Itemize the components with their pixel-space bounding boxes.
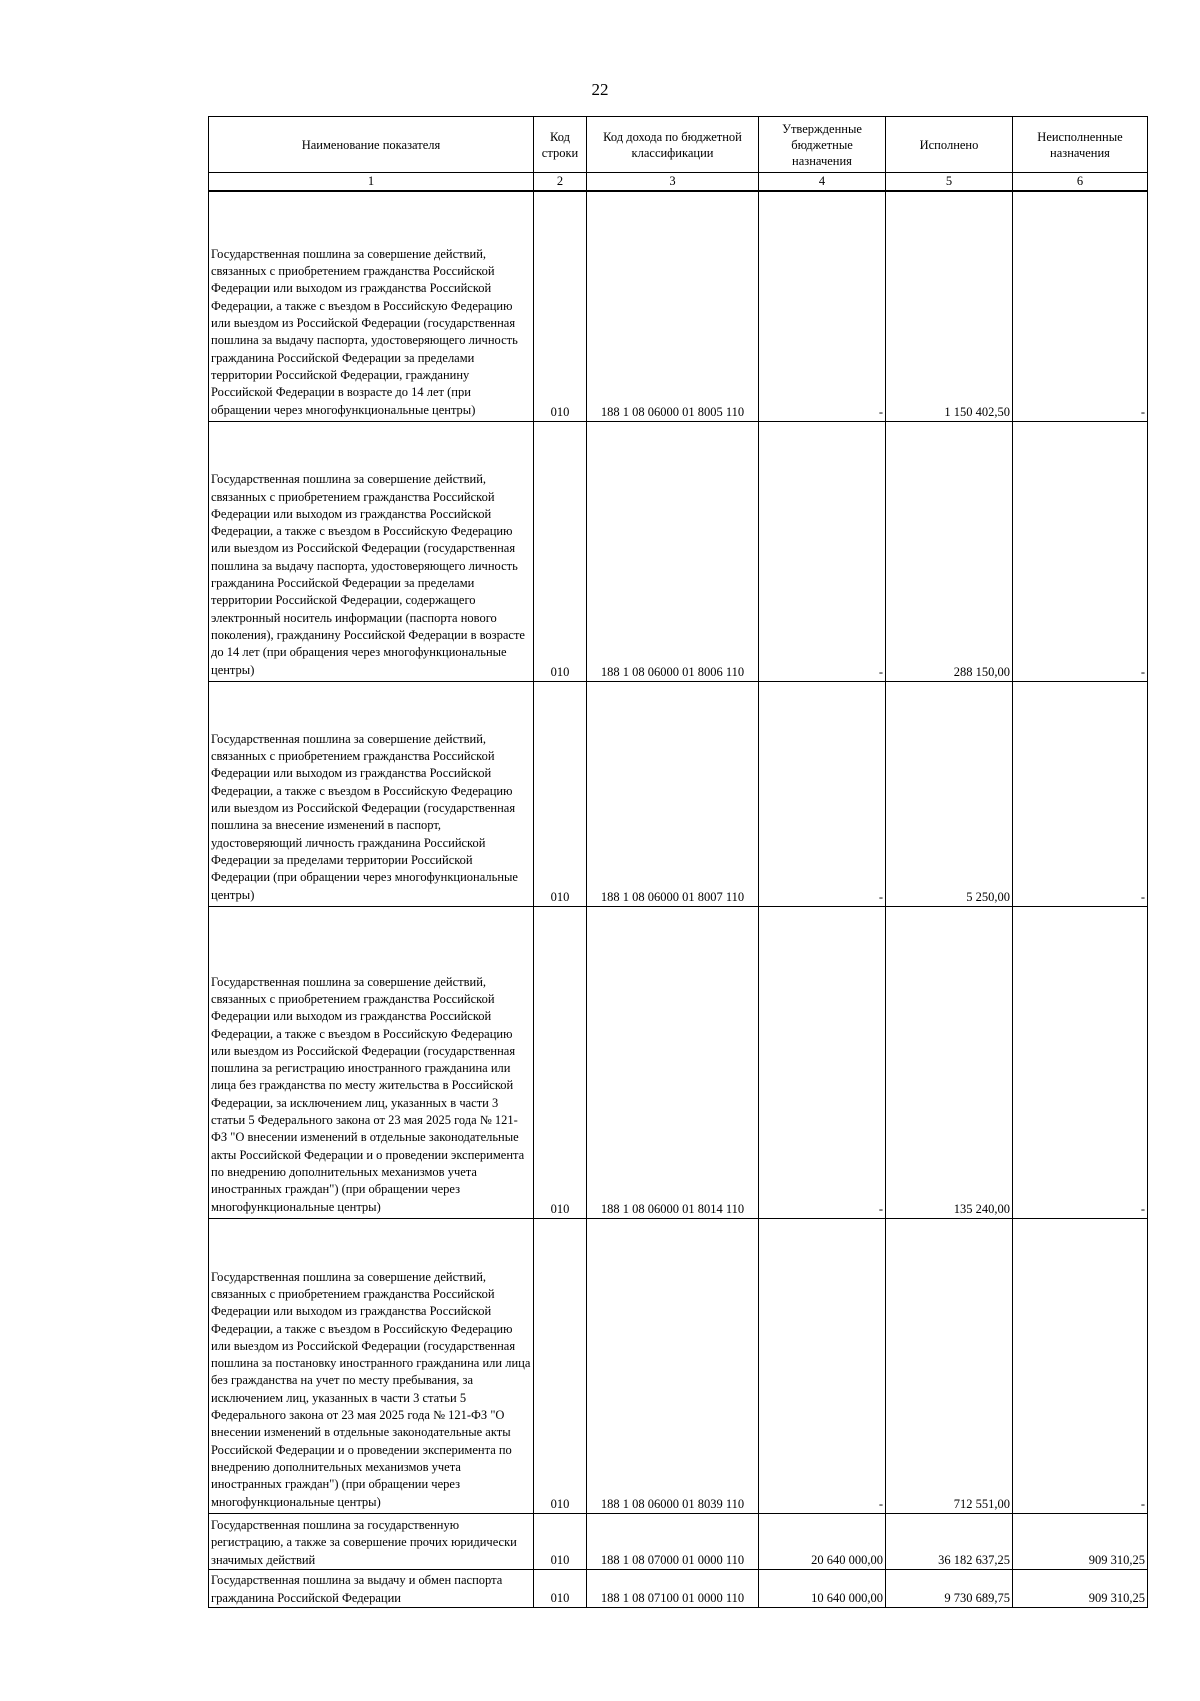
header-row xyxy=(209,117,1148,173)
unexecuted-value: - xyxy=(1013,421,1148,681)
income-code: 188 1 08 06000 01 8039 110 xyxy=(587,1218,759,1513)
table-row xyxy=(209,906,1148,1218)
column-number: 3 xyxy=(587,173,759,192)
line-code: 010 xyxy=(534,1513,587,1569)
income-code: 188 1 08 06000 01 8006 110 xyxy=(587,421,759,681)
header-approved: Утвержденные бюджетные назначения xyxy=(759,117,886,173)
line-code: 010 xyxy=(534,1218,587,1513)
indicator-name: Государственная пошлина за совершение действий, связанных с приобретением гражданства Российской Федерации или выходом из гражданства Российской Федерации, а также с въездом в Российскую Федерацию или выездом из Российской Федерации (государственная пошлина за выдачу паспорта, удостоверяющего личность гражданина Российской Федерации за пределами территории Российской Федерации, гражданину Российской Федерации в возрасте до 14 лет (при обращении через многофункциональные центры) xyxy=(209,191,534,421)
unexecuted-value: 909 310,25 xyxy=(1013,1513,1148,1569)
table-row xyxy=(209,681,1148,906)
header-unexecuted: Неисполненные назначения xyxy=(1013,117,1148,173)
approved-value: - xyxy=(759,421,886,681)
table-row xyxy=(209,1569,1148,1607)
approved-value: 20 640 000,00 xyxy=(759,1513,886,1569)
column-number: 2 xyxy=(534,173,587,192)
line-code: 010 xyxy=(534,1569,587,1607)
unexecuted-value: 909 310,25 xyxy=(1013,1569,1148,1607)
income-code: 188 1 08 07000 01 0000 110 xyxy=(587,1513,759,1569)
executed-value: 288 150,00 xyxy=(886,421,1013,681)
approved-value: - xyxy=(759,191,886,421)
income-code: 188 1 08 06000 01 8014 110 xyxy=(587,906,759,1218)
line-code: 010 xyxy=(534,906,587,1218)
table-row xyxy=(209,1513,1148,1569)
executed-value: 1 150 402,50 xyxy=(886,191,1013,421)
income-code: 188 1 08 06000 01 8005 110 xyxy=(587,191,759,421)
indicator-name: Государственная пошлина за государственную регистрацию, а также за совершение прочих юридически значимых действий xyxy=(209,1513,534,1569)
header-income-code: Код дохода по бюджетной классификации xyxy=(587,117,759,173)
approved-value: 10 640 000,00 xyxy=(759,1569,886,1607)
column-number: 5 xyxy=(886,173,1013,192)
unexecuted-value: - xyxy=(1013,1218,1148,1513)
line-code: 010 xyxy=(534,191,587,421)
approved-value: - xyxy=(759,906,886,1218)
unexecuted-value: - xyxy=(1013,681,1148,906)
unexecuted-value: - xyxy=(1013,191,1148,421)
header-name: Наименование показателя xyxy=(209,117,534,173)
executed-value: 9 730 689,75 xyxy=(886,1569,1013,1607)
approved-value: - xyxy=(759,681,886,906)
approved-value: - xyxy=(759,1218,886,1513)
budget-income-table xyxy=(208,116,1148,1608)
column-number: 1 xyxy=(209,173,534,192)
income-code: 188 1 08 06000 01 8007 110 xyxy=(587,681,759,906)
indicator-name: Государственная пошлина за совершение действий, связанных с приобретением гражданства Российской Федерации или выходом из гражданства Российской Федерации, а также с въездом в Российскую Федерацию или выездом из Российской Федерации (государственная пошлина за регистрацию иностранного гражданина или лица без гражданства по месту жительства в Российской Федерации, за исключением лиц, указанных в части 3 статьи 5 Федерального закона от 23 мая 2025 года № 121-ФЗ "О внесении изменений в отдельные законодательные акты Российской Федерации и о проведении эксперимента по внедрению дополнительных механизмов учета иностранных граждан") (при обращении через многофункциональные центры) xyxy=(209,906,534,1218)
line-code: 010 xyxy=(534,681,587,906)
line-code: 010 xyxy=(534,421,587,681)
indicator-name: Государственная пошлина за выдачу и обмен паспорта гражданина Российской Федерации xyxy=(209,1569,534,1607)
unexecuted-value: - xyxy=(1013,906,1148,1218)
header-executed: Исполнено xyxy=(886,117,1013,173)
indicator-name: Государственная пошлина за совершение действий, связанных с приобретением гражданства Российской Федерации или выходом из гражданства Российской Федерации, а также с въездом в Российскую Федерацию или выездом из Российской Федерации (государственная пошлина за внесение изменений в паспорт, удостоверяющий личность гражданина Российской Федерации за пределами территории Российской Федерации (при обращении через многофункциональные центры) xyxy=(209,681,534,906)
indicator-name: Государственная пошлина за совершение действий, связанных с приобретением гражданства Российской Федерации или выходом из гражданства Российской Федерации, а также с въездом в Российскую Федерацию или выездом из Российской Федерации (государственная пошлина за выдачу паспорта, удостоверяющего личность гражданина Российской Федерации за пределами территории Российской Федерации, содержащего электронный носитель информации (паспорта нового поколения), гражданину Российской Федерации в возрасте до 14 лет (при обращения через многофункциональные центры) xyxy=(209,421,534,681)
header-line-code: Код строки xyxy=(534,117,587,173)
page-number: 22 xyxy=(591,80,609,99)
indicator-name: Государственная пошлина за совершение действий, связанных с приобретением гражданства Российской Федерации или выходом из гражданства Российской Федерации, а также с въездом в Российскую Федерацию или выездом из Российской Федерации (государственная пошлина за постановку иностранного гражданина или лица без гражданства на учет по месту пребывания, за исключением лиц, указанных в части 3 статьи 5 Федерального закона от 23 мая 2025 года № 121-ФЗ "О внесении изменений в отдельные законодательные акты Российской Федерации и о проведении эксперимента по внедрению дополнительных механизмов учета иностранных граждан") (при обращении через многофункциональные центры) xyxy=(209,1218,534,1513)
table-row xyxy=(209,421,1148,681)
executed-value: 712 551,00 xyxy=(886,1218,1013,1513)
column-number-row xyxy=(209,173,1148,192)
column-number: 4 xyxy=(759,173,886,192)
table-row xyxy=(209,191,1148,421)
executed-value: 135 240,00 xyxy=(886,906,1013,1218)
executed-value: 36 182 637,25 xyxy=(886,1513,1013,1569)
table-row xyxy=(209,1218,1148,1513)
column-number: 6 xyxy=(1013,173,1148,192)
income-code: 188 1 08 07100 01 0000 110 xyxy=(587,1569,759,1607)
executed-value: 5 250,00 xyxy=(886,681,1013,906)
